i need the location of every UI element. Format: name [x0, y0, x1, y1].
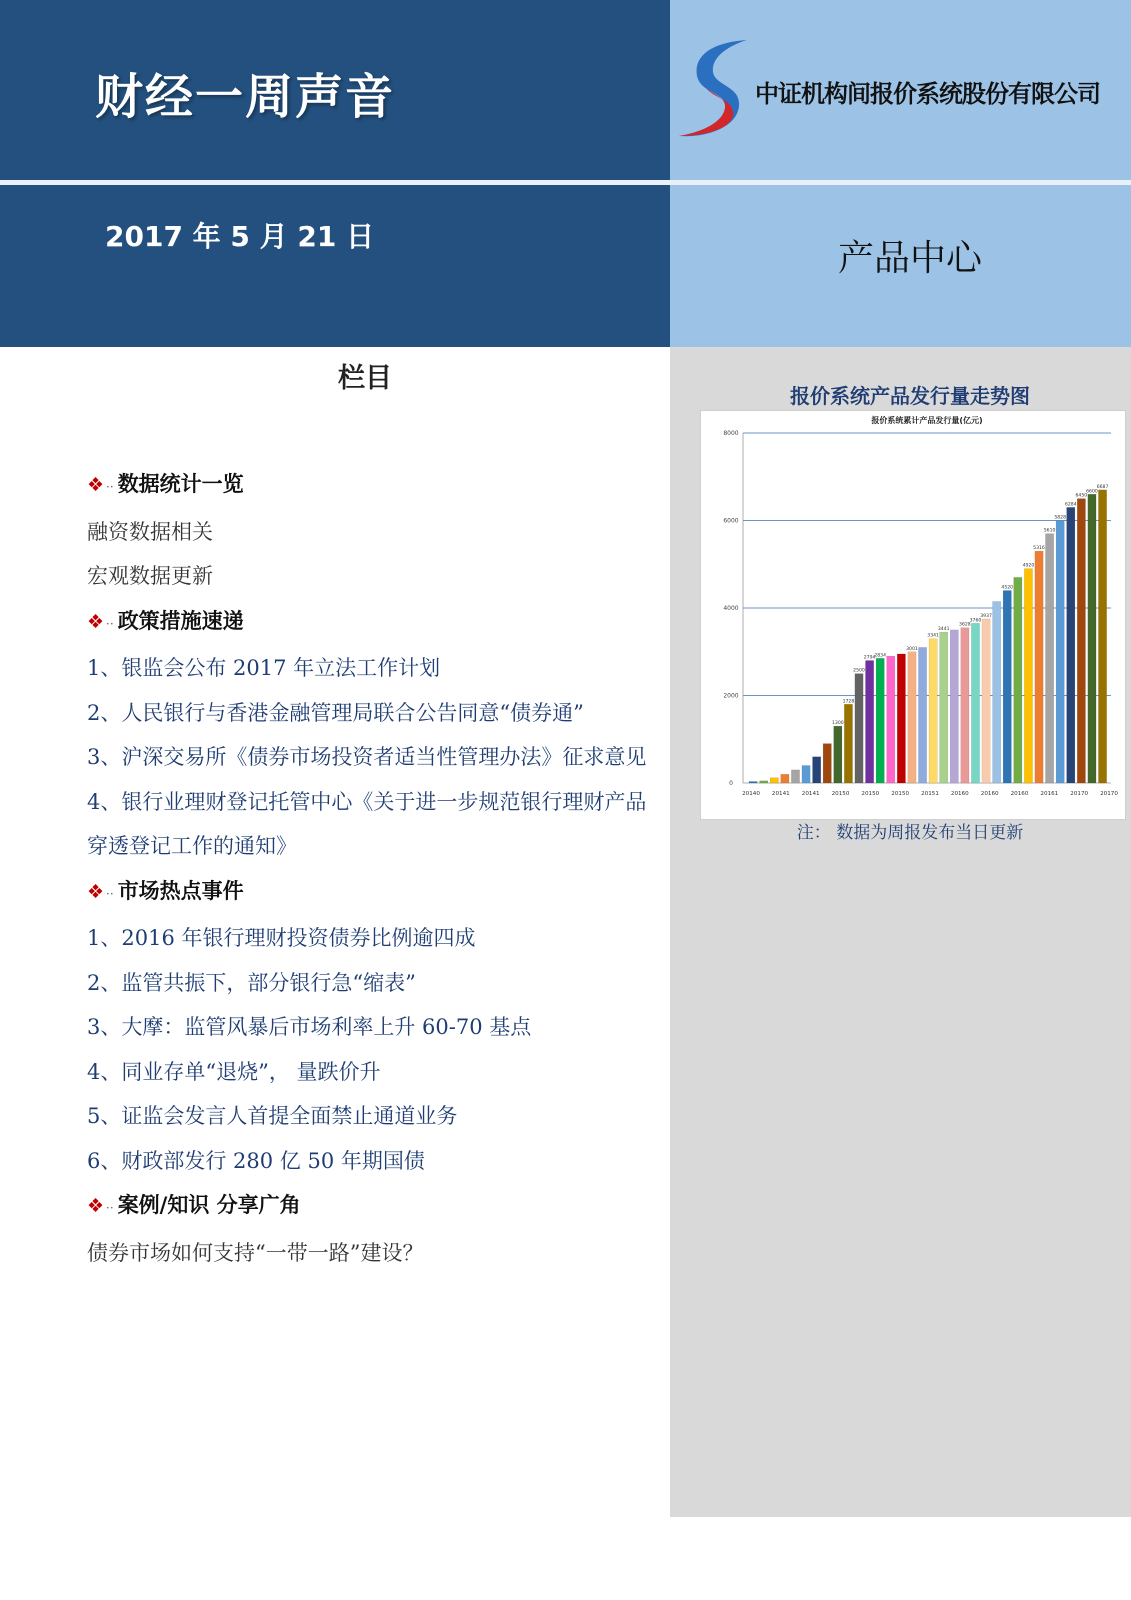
chart-panel-title: 报价系统产品发行量走势图 — [790, 384, 1030, 408]
bar — [897, 654, 905, 783]
toc-item[interactable]: 4、银行业理财登记托管中心《关于进一步规范银行理财产品穿透登记工作的通知》 — [87, 789, 647, 858]
x-tick-label: 20170 — [1100, 791, 1118, 797]
bar — [1003, 591, 1011, 784]
x-tick-label: 20150 — [891, 791, 910, 797]
data-label: 4520 — [1001, 585, 1014, 591]
toc-item[interactable]: 2、人民银行与香港金融管理局联合公告同意“债券通” — [87, 700, 584, 725]
diamond-bullet-icon: ❖ — [87, 610, 105, 633]
toc-item[interactable]: 1、2016 年银行理财投资债券比例逾四成 — [87, 926, 476, 950]
toc-section-title: 案例/知识 分享广角 — [117, 1193, 301, 1217]
x-tick-label: 20160 — [1010, 791, 1029, 797]
x-tick-label: 20150 — [861, 791, 880, 797]
data-label: 6600 — [1086, 489, 1098, 495]
toc-section-title: 政策措施速递 — [117, 608, 244, 633]
toc-heading: 栏目 — [338, 363, 392, 394]
bar — [876, 658, 884, 783]
toc-section-title: 市场热点事件 — [117, 878, 244, 903]
bar — [760, 781, 768, 783]
y-tick-label: 4000 — [723, 605, 739, 612]
toc-item[interactable]: 6、财政部发行 280 亿 50 年期国债 — [87, 1148, 425, 1173]
issue-date: 2017 年 5 月 21 日 — [105, 220, 375, 253]
toc-item[interactable]: 融资数据相关 — [87, 519, 213, 544]
x-tick-label: 20160 — [950, 791, 969, 797]
data-label: 6450 — [1075, 493, 1088, 499]
bar — [961, 628, 969, 783]
data-label: 2794 — [863, 655, 876, 661]
data-label: 6284 — [1064, 502, 1077, 508]
toc-item[interactable]: 2、监管共振下，部分银行急“缩表” — [87, 970, 416, 995]
bar — [749, 782, 757, 784]
chart-container — [700, 410, 1126, 820]
x-tick-label: 20141 — [771, 791, 790, 797]
bar — [781, 774, 789, 783]
data-label: 3341 — [927, 633, 939, 639]
bar — [1098, 490, 1106, 783]
x-tick-label: 20170 — [1070, 791, 1089, 797]
data-label: 3628 — [959, 622, 971, 628]
bullet-dots: ·· — [106, 616, 114, 631]
data-label: 2834 — [874, 653, 887, 659]
bar — [1014, 577, 1022, 783]
bar — [1045, 534, 1053, 783]
toc-item[interactable]: 1、银监会公布 2017 年立法工作计划 — [87, 656, 441, 680]
bar — [929, 639, 937, 783]
bar — [834, 726, 842, 783]
data-label: 5828 — [1054, 515, 1067, 521]
bar — [791, 770, 799, 783]
diamond-bullet-icon: ❖ — [87, 474, 105, 496]
data-label: 4920 — [1022, 563, 1035, 569]
toc-item[interactable]: 债券市场如何支持“一带一路”建设？ — [87, 1240, 424, 1265]
company-logo-icon — [675, 36, 755, 140]
toc-item[interactable]: 3、大摩：监管风暴后市场利率上升 60-70 基点 — [87, 1015, 532, 1039]
bullet-dots: ·· — [106, 480, 114, 494]
diamond-bullet-icon: ❖ — [87, 880, 105, 903]
toc-item[interactable]: 宏观数据更新 — [87, 564, 213, 588]
y-tick-label: 0 — [729, 780, 733, 787]
x-tick-label: 20140 — [742, 791, 760, 797]
data-label: 5316 — [1033, 546, 1045, 552]
header-date-band — [0, 185, 670, 347]
bar — [844, 704, 852, 783]
bar — [908, 652, 916, 783]
y-tick-label: 2000 — [723, 692, 739, 700]
x-tick-label: 20161 — [1040, 791, 1059, 797]
toc-section[interactable] — [87, 869, 647, 917]
toc-section-title: 数据统计一览 — [117, 472, 244, 496]
data-label: 3760 — [969, 618, 982, 624]
chart-title: 报价系统累计产品发行量(亿元) — [871, 416, 983, 425]
bar — [1077, 499, 1085, 783]
x-tick-label: 20151 — [921, 791, 939, 797]
bar — [1067, 507, 1075, 783]
toc-item[interactable]: 5、证监会发言人首提全面禁止通道业务 — [87, 1104, 458, 1128]
data-label: 3001 — [906, 646, 918, 652]
data-label: 2500 — [853, 668, 865, 674]
bar — [982, 619, 990, 783]
data-label: 1300 — [831, 721, 844, 727]
y-tick-label: 8000 — [723, 430, 739, 437]
department-name: 产品中心 — [838, 238, 983, 279]
bar — [770, 778, 778, 783]
bar — [1024, 569, 1032, 783]
bar — [1056, 521, 1064, 784]
toc-item[interactable]: 3、沪深交易所《债券市场投资者适当性管理办法》征求意见 — [87, 745, 647, 769]
bar — [971, 623, 979, 783]
toc-section[interactable] — [87, 1183, 647, 1231]
chart-note: 注： 数据为周报发布当日更新 — [796, 823, 1024, 843]
bar — [887, 656, 895, 783]
bar — [940, 632, 948, 783]
data-label: 1728 — [842, 699, 855, 705]
toc-item[interactable]: 4、同业存单“退烧”， 量跌价升 — [87, 1059, 381, 1084]
bar — [950, 630, 958, 783]
bar — [918, 647, 926, 783]
page-title: 财经一周声音 — [95, 69, 396, 125]
bar — [993, 601, 1001, 783]
toc-section[interactable] — [87, 599, 647, 647]
bar — [813, 757, 821, 783]
company-name: 中证机构间报价系统股份有限公司 — [755, 80, 1100, 108]
toc-section[interactable] — [87, 462, 647, 510]
bar — [1035, 551, 1043, 783]
bar — [855, 674, 863, 783]
diamond-bullet-icon: ❖ — [87, 1195, 105, 1217]
bar — [865, 661, 873, 784]
bullet-dots: ·· — [106, 886, 114, 901]
data-label: 3441 — [937, 627, 950, 633]
data-label: 5610 — [1043, 528, 1056, 534]
data-label: 3937 — [980, 613, 992, 619]
x-tick-label: 20150 — [831, 791, 850, 797]
x-tick-label: 20160 — [980, 791, 999, 797]
data-label: 6687 — [1096, 484, 1109, 490]
bar — [823, 744, 831, 783]
x-tick-label: 20141 — [801, 791, 820, 797]
bar — [802, 766, 810, 784]
bullet-dots: ·· — [106, 1201, 114, 1215]
y-tick-label: 6000 — [723, 517, 739, 525]
table-of-contents — [87, 462, 647, 1275]
bar-chart — [701, 411, 1125, 819]
bar — [1088, 494, 1096, 783]
